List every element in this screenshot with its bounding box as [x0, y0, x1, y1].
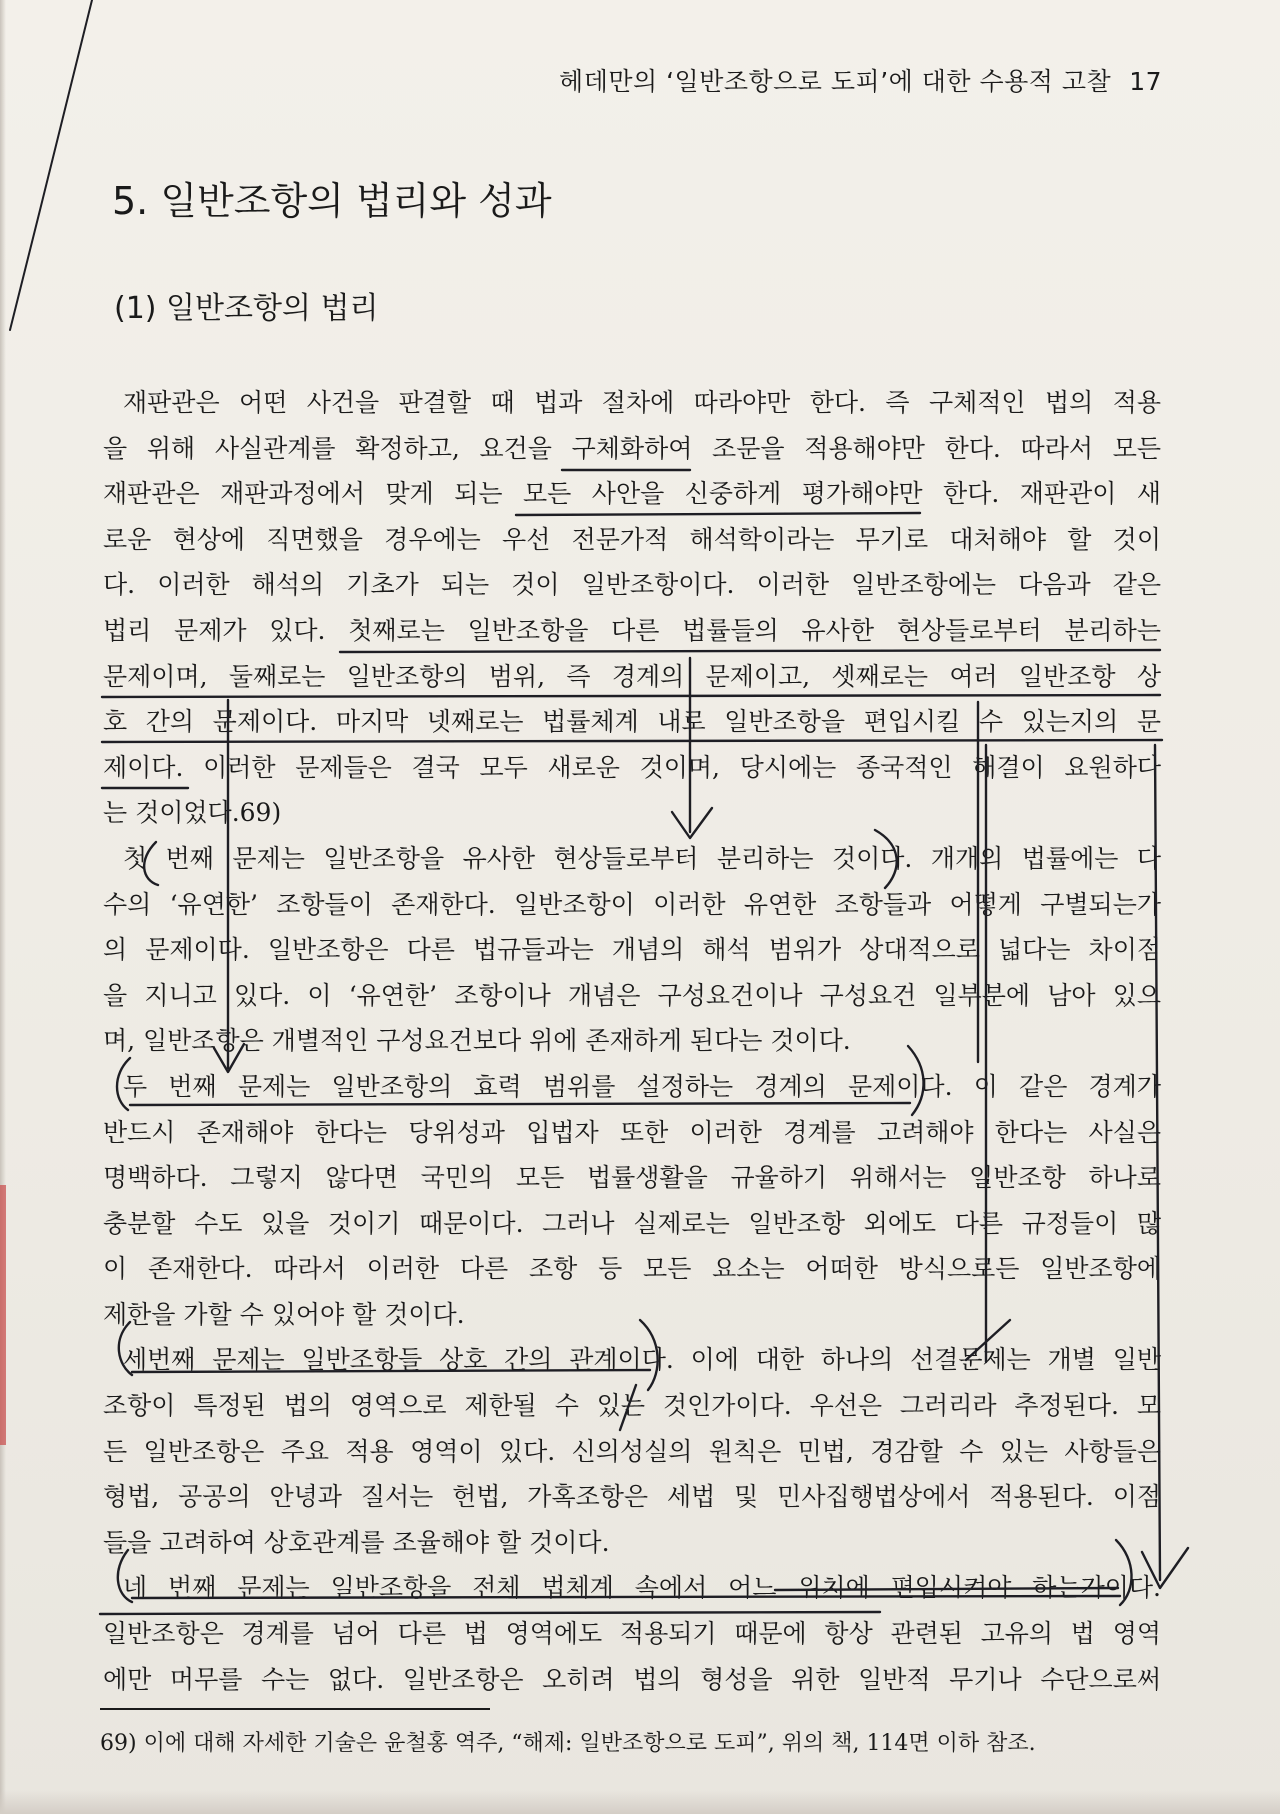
text-line: 재판관은 어떤 사건을 판결할 때 법과 절차에 따라야만 한다. 즉 구체적인 법의 적용 [123, 388, 1161, 417]
text-line: 명백하다. 그렇지 않다면 국민의 모든 법률생활을 규율하기 위해서는 일반조항 하나로 [103, 1163, 1161, 1193]
text-line: 문제이며, 둘째로는 일반조항의 범위, 즉 경계의 문제이고, 셋째로는 여러 일반조항 상 [103, 661, 1161, 691]
text-line: 들을 고려하여 상호관계를 조율해야 할 것이다. [103, 1527, 610, 1557]
text-line: 다. 이러한 해석의 기초가 되는 것이 일반조항이다. 이러한 일반조항에는 다음과 같은 [103, 570, 1161, 600]
text-line: 법리 문제가 있다. 첫째로는 일반조항을 다른 법률들의 유사한 현상들로부터 분리하는 [103, 615, 1161, 645]
page-bottom-shadow [0, 1790, 1280, 1814]
text-line: 일반조항은 경계를 넘어 다른 법 영역에도 적용되기 때문에 항상 관련된 고유의 법 영역 [103, 1619, 1161, 1649]
text-line: 이 존재한다. 따라서 이러한 다른 조항 등 모든 요소는 어떠한 방식으로든 일반조항에 [103, 1254, 1161, 1284]
text-line: 첫 번째 문제는 일반조항을 유사한 현상들로부터 분리하는 것이다. 개개의 법률에는 다 [123, 843, 1161, 873]
footnote-rule [100, 1708, 490, 1710]
page-left-shadow [0, 0, 6, 1814]
running-title: 헤데만의 ‘일반조항으로 도피’에 대한 수용적 고찰 [559, 67, 1112, 96]
text-line: 로운 현상에 직면했을 경우에는 우선 전문가적 해석학이라는 무기로 대처해야 할 것이 [103, 524, 1161, 554]
footnote: 69) 이에 대해 자세한 기술은 윤철홍 역주, “해제: 일반조항으로 도피”, 위의 책, 114면 이하 참조. [100, 1731, 1036, 1756]
text-line: 세번째 문제는 일반조항들 상호 간의 관계이다. 이에 대한 하나의 선결문제는 개별 일반 [123, 1345, 1161, 1375]
text-line: 재판관은 재판과정에서 맞게 되는 모든 사안을 신중하게 평가해야만 한다. 재판관이 새 [103, 479, 1161, 509]
text-line: 든 일반조항은 주요 적용 영역이 있다. 신의성실의 원칙은 민법, 경감할 수 있는 사항들은 [103, 1436, 1161, 1466]
text-line: 호 간의 문제이다. 마지막 넷째로는 법률체계 내로 일반조항을 편입시킬 수 있는지의 문 [103, 707, 1161, 737]
text-line: 형법, 공공의 안녕과 질서는 헌법, 가혹조항은 세법 및 민사집행법상에서 적용된다. 이점 [103, 1482, 1161, 1512]
text-line: 제한을 가할 수 있어야 할 것이다. [103, 1299, 465, 1329]
text-line: 의 문제이다. 일반조항은 다른 법규들과는 개념의 해석 범위가 상대적으로 넓다는 차이점 [103, 935, 1161, 965]
text-line: 을 위해 사실관계를 확정하고, 요건을 구체화하여 조문을 적용해야만 한다. 따라서 모든 [103, 433, 1161, 463]
text-line: 을 지니고 있다. 이 ‘유연한’ 조항이나 개념은 구성요건이나 구성요건 일부분에 남아 있으 [103, 980, 1161, 1010]
running-header [559, 62, 1162, 98]
text-line: 충분할 수도 있을 것이기 때문이다. 그러나 실제로는 일반조항 외에도 다른 규정들이 많 [103, 1208, 1161, 1238]
text-line: 수의 ‘유연한’ 조항들이 존재한다. 일반조항이 이러한 유연한 조항들과 어떻게 구별되는가 [103, 889, 1161, 919]
text-line: 제이다. 이러한 문제들은 결국 모두 새로운 것이며, 당시에는 종국적인 해결이 요원하다 [103, 752, 1161, 782]
margin-pen-stroke [10, 0, 92, 330]
text-line: 두 번째 문제는 일반조항의 효력 범위를 설정하는 경계의 문제이다. 이 같은 경계가 [123, 1071, 1161, 1101]
text-line: 며, 일반조항은 개별적인 구성요건보다 위에 존재하게 된다는 것이다. [103, 1026, 851, 1056]
subsection-title: (1) 일반조항의 법리 [114, 291, 379, 326]
text-line: 반드시 존재해야 한다는 당위성과 입법자 또한 이러한 경계를 고려해야 한다는 사실은 [103, 1117, 1161, 1147]
red-paper-edge [0, 1185, 6, 1445]
body-text [103, 380, 1161, 1702]
text-line: 조항이 특정된 법의 영역으로 제한될 수 있는 것인가이다. 우선은 그러리라 추정된다. 모 [103, 1391, 1161, 1421]
text-line: 는 것이었다.69) [103, 798, 282, 828]
text-line: 에만 머무를 수는 없다. 일반조항은 오히려 법의 형성을 위한 일반적 무기나 수단으로써 [103, 1664, 1161, 1694]
text-line: 네 번째 문제는 일반조항을 전체 법체계 속에서 어느 위치에 편입시켜야 하는가이다. [123, 1573, 1161, 1603]
section-title: 5. 일반조항의 법리와 성과 [112, 179, 552, 223]
page-number: 17 [1129, 67, 1162, 96]
